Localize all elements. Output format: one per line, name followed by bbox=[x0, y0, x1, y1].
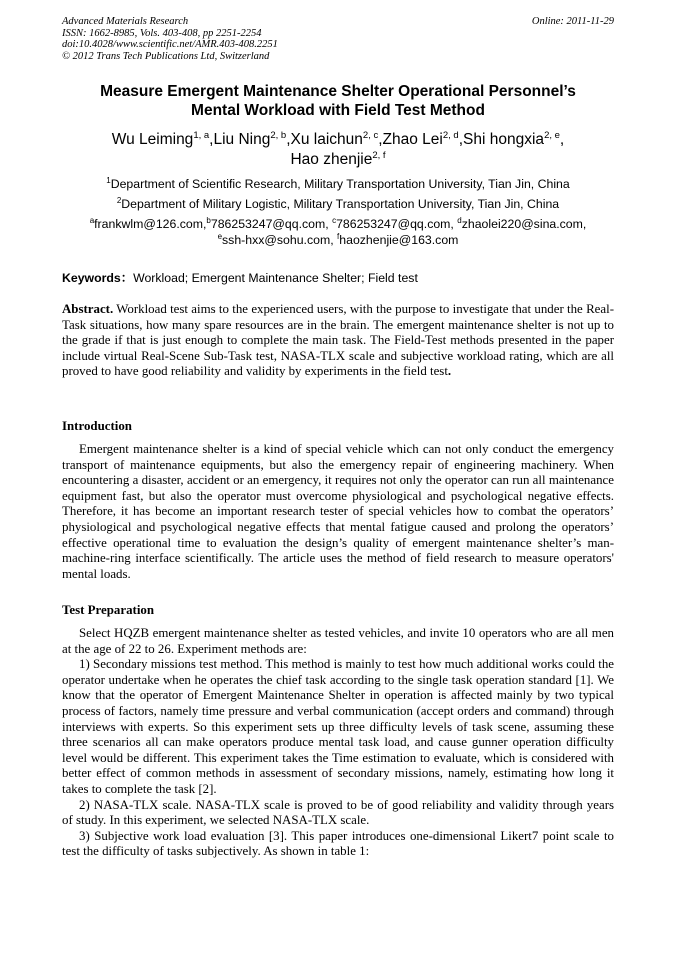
paragraph: 2) NASA-TLX scale. NASA-TLX scale is proved to be of good reliability and validity through years of study. In this experiment, we selected NASA-TLX scale. bbox=[62, 797, 614, 828]
affiliation-2: $^2$Department of Military Logistic, Military Transportation University, Tian Jin, China bbox=[116, 196, 560, 211]
abstract-text: Workload test aims to the experienced users, with the purpose to investigate that under the Real-Task situations, how many spare resources are in the brain. The emergent maintenance shelter is not up to the grade if that is just enough to complete the main task. The Field-Test methods presented in the paper include virtual Real-Scene Sub-Task test, NASA-TLX scale and subjective workload rating, which are all proved to have good reliability and validity by experiments in the field test bbox=[62, 302, 614, 379]
author-affiliation-marker: 1, a bbox=[193, 130, 210, 141]
email-address: 786253247@qq.com, bbox=[210, 217, 333, 231]
abstract: Abstract. Workload test aims to the experienced users, with the purpose to investigate that under the Real-Task situations, how many spare resources are in the brain. The emergent maintenance shelter is not up to the grade if that is just enough to complete the main task. The Field-Test methods presented in the paper include virtual Real-Scene Sub-Task test, NASA-TLX scale and subjective workload rating, which are all proved to have good reliability and validity by experiments in the field test. bbox=[62, 302, 614, 379]
introduction-text: Emergent maintenance shelter is a kind of special vehicle which can not only conduct the emergency transport of maintenance equipments, but also the emergency repair of engineering machinery. When encountering a disaster, accident or an emergency, it requires not only the operator can run all maintenance equipment fast, but also the operator must overcome physiological and psychological negative effects. Therefore, it has become an important research tester of special vehicles how to combat the operators’ physiological and psychological negative effects that mental fatigue caused and prolong the operators’ effective operational time to evaluation the design’s quality of emergent maintenance shelter’s man-machine-ring interface scientifically. The article uses the method of field research to measure operators' mental loads. bbox=[62, 442, 614, 581]
author-name: Hao zhenjie bbox=[290, 151, 373, 168]
affiliation-1: $^1$Department of Scientific Research, Military Transportation University, Tian Jin, China bbox=[106, 176, 570, 191]
email-address: frankwlm@126.com, bbox=[94, 217, 207, 231]
author-name: Xu laichun bbox=[290, 131, 363, 148]
test-preparation-text bbox=[62, 626, 614, 860]
introduction-heading: Introduction bbox=[62, 419, 132, 433]
title-line-2: Mental Workload with Field Test Method bbox=[191, 102, 485, 119]
author-line-2 bbox=[62, 150, 614, 170]
email-address: ssh-hxx@sohu.com, bbox=[222, 233, 338, 247]
email-address: haozhenjie@163.com bbox=[339, 233, 459, 247]
author-affiliation-marker: 2, d bbox=[442, 130, 459, 141]
doi-line: doi:10.4028/www.scientific.net/AMR.403-408.2251 bbox=[62, 39, 278, 50]
author-affiliation-marker: 2, b bbox=[270, 130, 287, 141]
publication-header bbox=[62, 16, 278, 62]
author-line-1: Wu Leiming$^{1, a}$,Liu Ning$^{2, b}$,Xu laichun$^{2, c}$,Zhao Lei$^{2, d}$,Shi hongxia$^{2, e}$, bbox=[111, 130, 565, 148]
author-emails bbox=[62, 216, 614, 248]
author-name: Liu Ning bbox=[213, 131, 271, 148]
author-affiliation-marker: 2, f bbox=[372, 150, 386, 161]
online-date: Online: 2011-11-29 bbox=[531, 16, 614, 27]
email-line-2: $^e$ssh-hxx@sohu.com, $^f$haozhenjie@163.com bbox=[217, 232, 459, 247]
keywords-text: Workload; Emergent Maintenance Shelter; Field test bbox=[133, 271, 418, 285]
author-affiliation-marker: 2, e bbox=[544, 130, 560, 141]
test-preparation-heading: Test Preparation bbox=[62, 603, 155, 617]
email-address: 786253247@qq.com, bbox=[336, 217, 458, 231]
paragraph: 1) Secondary missions test method. This method is mainly to test how much additional works could the operator undertake when he operates the chief task according to the single task operation standard [1]. We know that the operator of Emergent Maintenance Shelter in operation is affected mainly by two typical process of factors, namely time pressure and verbal communication (accept orders and command) through interviews with experts. So this experiment sets up three difficulty levels of task scene, assuming these three scenarios all can make operators produce mental task load, and cause gunner operation difficulty level would be different. This experiment takes the Time estimation to evaluate, which is considered with better effect of common methods in assessment of secondary missions, namely, estimating how long it takes to complete the task [2]. bbox=[62, 657, 614, 796]
abstract-label: Abstract. bbox=[62, 302, 114, 316]
paragraph: 3) Subjective work load evaluation [3]. This paper introduces one-dimensional Likert7 point scale to test the difficulty of tasks subjectively. As shown in table 1: bbox=[62, 828, 614, 859]
keywords bbox=[62, 268, 418, 286]
author-list bbox=[62, 130, 614, 170]
issn-line: ISSN: 1662-8985, Vols. 403-408, pp 2251-2254 bbox=[62, 27, 262, 39]
author-name: Wu Leiming bbox=[111, 131, 194, 148]
keywords-label: Keywords： bbox=[62, 271, 134, 285]
journal-name: Advanced Materials Research bbox=[62, 16, 189, 27]
author-name: Zhao Lei bbox=[382, 131, 443, 148]
email-address: zhaolei220@sina.com, bbox=[461, 217, 587, 231]
author-name: Shi hongxia bbox=[463, 131, 545, 148]
email-line-1: $^a$frankwlm@126.com,$^b$786253247@qq.com, $^c$786253247@qq.com, $^d$zhaolei220@sina.com, bbox=[89, 216, 587, 231]
paper-title bbox=[62, 82, 614, 120]
author-affiliation-marker: 2, c bbox=[362, 130, 379, 141]
title-line-1: Measure Emergent Maintenance Shelter Operational Personnel’s bbox=[100, 83, 576, 100]
paragraph: Select HQZB emergent maintenance shelter as tested vehicles, and invite 10 operators who are all men at the age of 22 to 26. Experiment methods are: bbox=[62, 626, 614, 656]
copyright-line: © 2012 Trans Tech Publications Ltd, Switzerland bbox=[62, 50, 270, 62]
